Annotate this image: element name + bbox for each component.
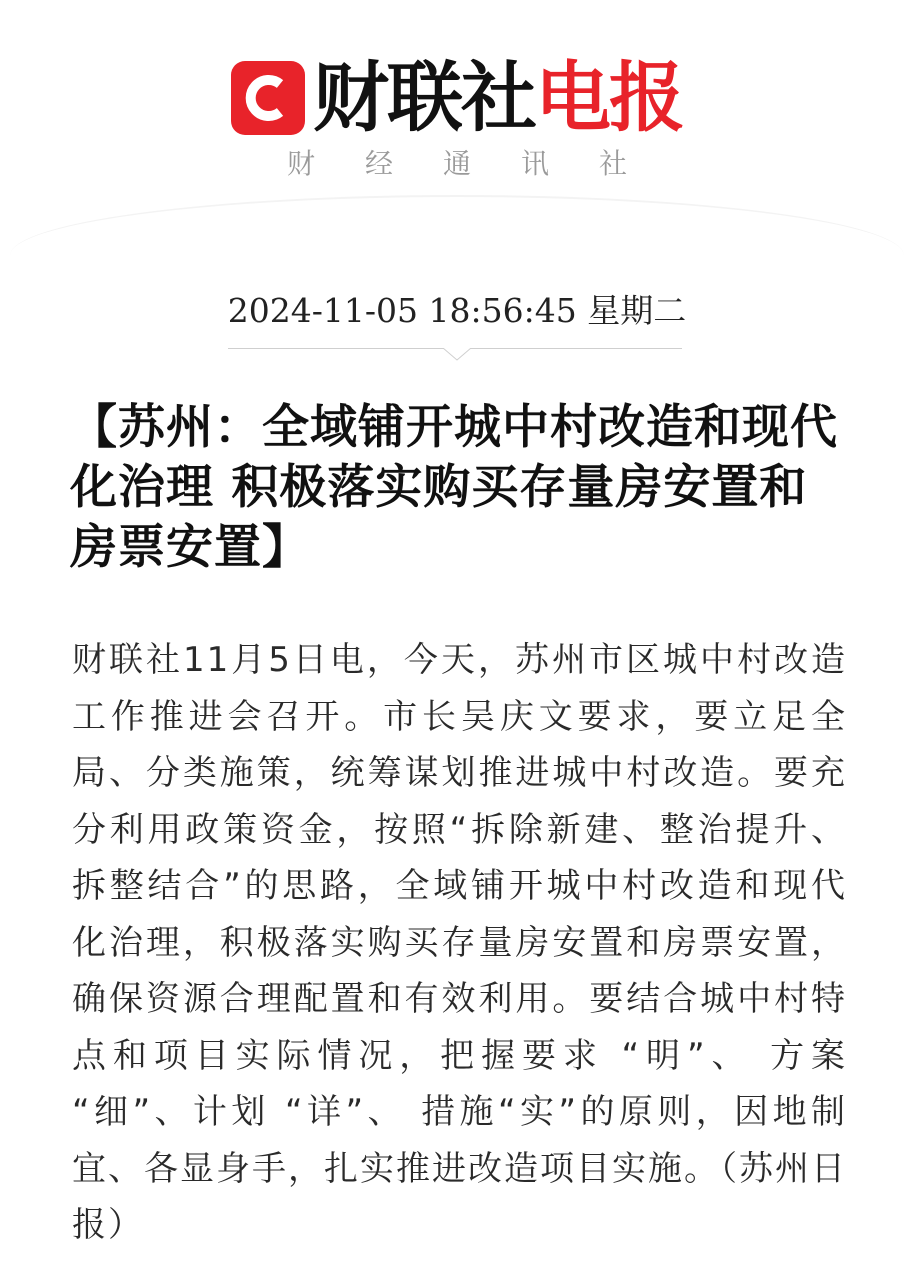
publish-datetime: 2024-11-05 18:56:45 星期二 — [227, 291, 687, 330]
brand-name — [313, 53, 683, 142]
brand-name-black: 财联社 — [313, 53, 535, 142]
article-headline: 【苏州：全域铺开城中村改造和现代化治理 积极落实购买存量房安置和房票安置】 — [70, 400, 838, 575]
brand-subtitle: 财经通讯社 — [286, 147, 677, 180]
brand-header — [0, 53, 914, 142]
cls-logo-icon — [231, 61, 305, 135]
article-body: 财联社11月5日电，今天，苏州市区城中村改造工作推进会召开。市长吴庆文要求，要立足全局、分类施策，统筹谋划推进城中村改造。要充分利用政策资金，按照“拆除新建、整治提升、拆整结合”的思路，全域铺开城中村改造和现代化治理，积极落实购买存量房安置和房票安置，确保资源合理配置和有效利用。要结合城中村特点和项目实际情况，把握要求 “明”、 方案 “细”、计划 “详”、 措施“实”的原则，因地制宜、各显身手，扎实推进改造项目实施。（苏州日报） — [72, 640, 847, 1245]
brand-name-red: 电报 — [535, 53, 683, 142]
